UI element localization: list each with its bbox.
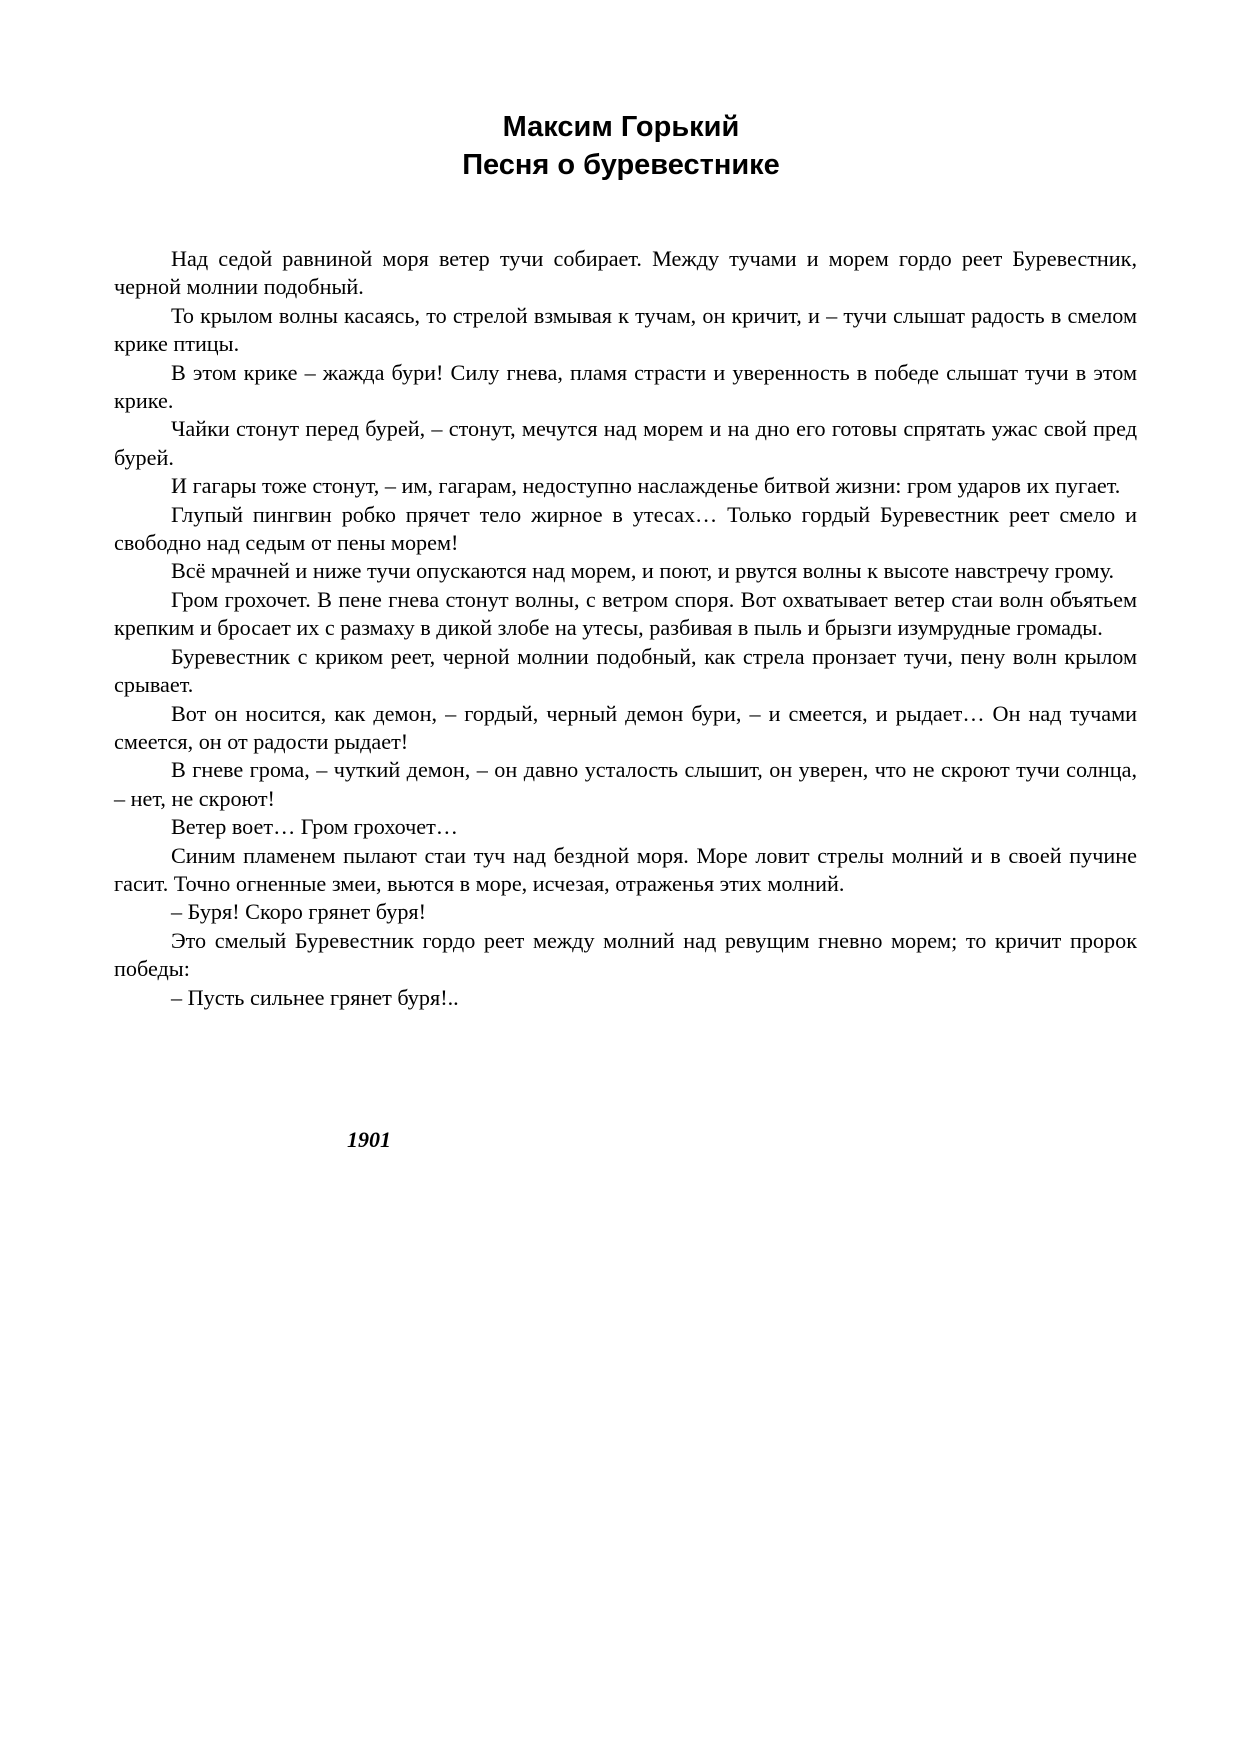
paragraph: В гневе грома, – чуткий демон, – он давно усталость слышит, он уверен, что не скроют тучи солнца, – нет, не скроют!: [114, 757, 1137, 811]
paragraph: И гагары тоже стонут, – им, гагарам, недоступно наслажденье битвой жизни: гром ударов их пугает.: [171, 473, 1121, 499]
paragraph: То крылом волны касаясь, то стрелой взмывая к тучам, он кричит, и – тучи слышат радость в смелом крике птицы.: [114, 302, 1137, 357]
paragraph: Гром грохочет. В пене гнева стонут волны, с ветром споря. Вот охватывает ветер стаи волн объятьем крепким и бросает их с размаху в дикой злобе на утесы, разбивая в пыль и брызги изумрудные громады.: [114, 586, 1137, 641]
paragraph: Это смелый Буревестник гордо реет между молний над ревущим гневно морем; то кричит пророк победы:: [114, 927, 1137, 982]
document-header: [0, 108, 1242, 184]
paragraph: Над седой равниной моря ветер тучи собирает. Между тучами и морем гордо реет Буревестник, черной молнии подобный.: [114, 246, 1137, 300]
paragraph: Ветер воет… Гром грохочет…: [171, 814, 458, 840]
paragraph: В этом крике – жажда бури! Силу гнева, пламя страсти и уверенность в победе слышат тучи в этом крике.: [114, 359, 1137, 414]
paragraph: Буревестник с криком реет, черной молнии подобный, как стрела пронзает тучи, пену волн крылом срывает.: [114, 643, 1137, 698]
paragraph: Вот он носится, как демон, – гордый, черный демон бури, – и смеется, и рыдает… Он над тучами смеется, он от радости рыдает!: [114, 700, 1137, 754]
author-name: Максим Горький: [502, 111, 740, 143]
publication-year: 1901: [347, 1127, 391, 1152]
paragraph: Синим пламенем пылают стаи туч над бездной моря. Море ловит стрелы молний и в своей пучине гасит. Точно огненные змеи, вьются в море, исчезая, отраженья этих молний.: [114, 842, 1137, 896]
paragraph: Глупый пингвин робко прячет тело жирное в утесах… Только гордый Буревестник реет смело и свободно над седым от пены морем!: [114, 501, 1137, 556]
paragraph: Всё мрачней и ниже тучи опускаются над морем, и поют, и рвутся волны к высоте навстречу грому.: [171, 558, 1114, 584]
paragraph: – Буря! Скоро грянет буря!: [171, 899, 427, 925]
poem-title: Песня о буревестнике: [462, 149, 780, 181]
paragraph: – Пусть сильнее грянет буря!..: [171, 984, 459, 1010]
paragraph: Чайки стонут перед бурей, – стонут, мечутся над морем и на дно его готовы спрятать ужас свой пред бурей.: [114, 416, 1137, 470]
poem-body: [114, 245, 1137, 1012]
